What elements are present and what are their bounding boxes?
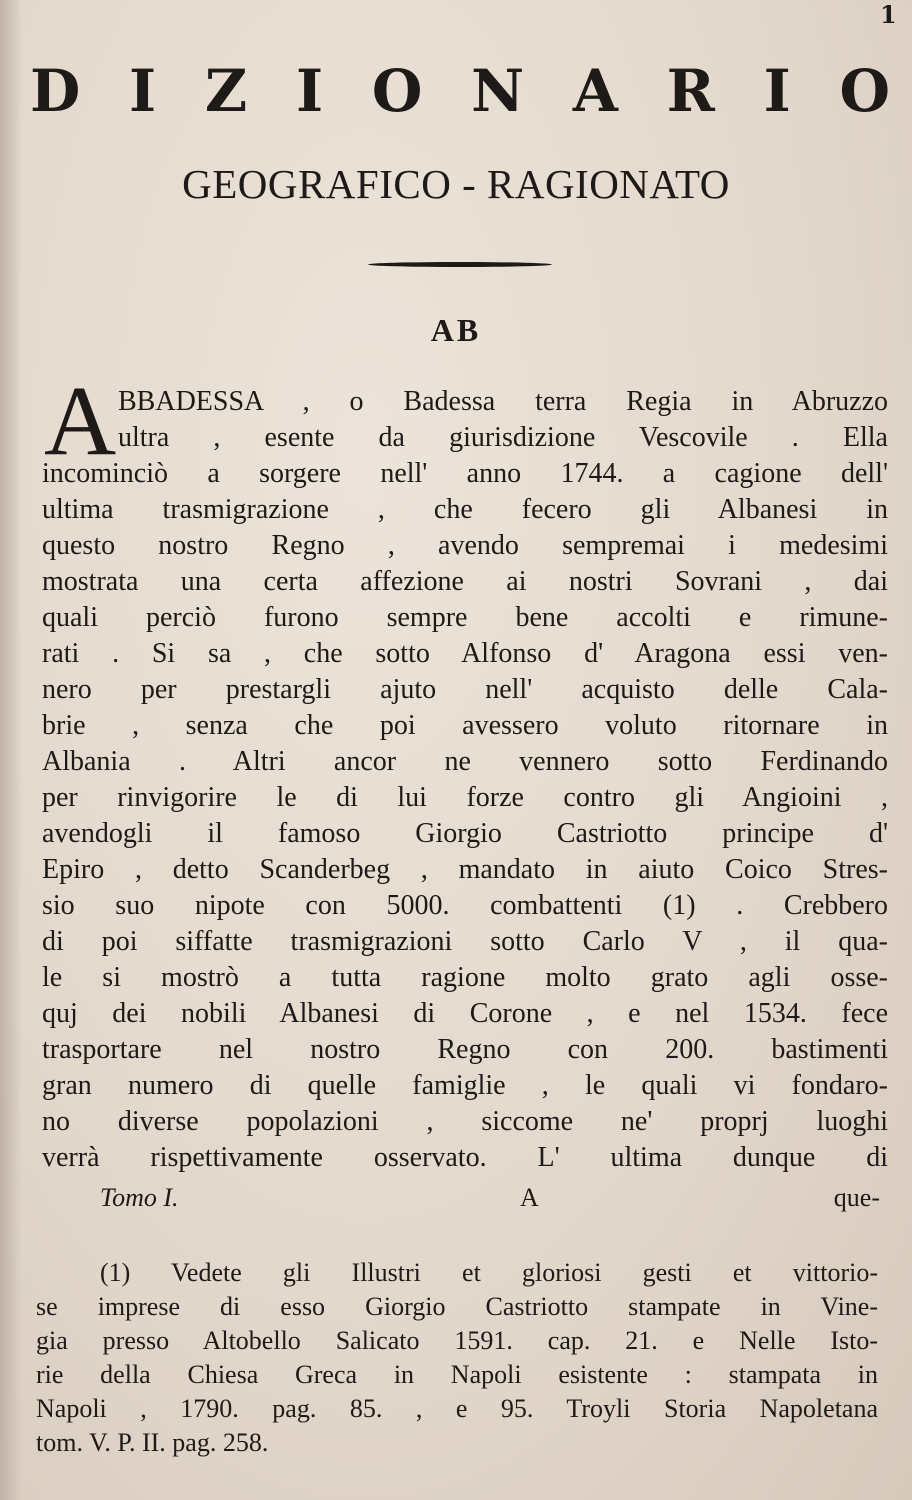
page-gutter-shadow bbox=[0, 0, 22, 1500]
footnote-line: rie della Chiesa Greca in Napoli esistente : stampata in bbox=[36, 1360, 878, 1389]
title-letter: R bbox=[666, 57, 715, 125]
title-letter: N bbox=[471, 57, 525, 125]
title-letter: A bbox=[572, 57, 618, 125]
footnote-line: (1) Vedete gli Illustri et gloriosi gesti et vittorio- bbox=[100, 1258, 878, 1287]
body-line: incominciò a sorgere nell' anno 1744. a cagione dell' bbox=[42, 458, 888, 489]
title-rule-divider bbox=[368, 262, 552, 267]
footnote-line: tom. V. P. II. pag. 258. bbox=[36, 1428, 269, 1457]
footnote-line: Napoli , 1790. pag. 85. , e 95. Troyli Storia Napoletana bbox=[36, 1394, 878, 1423]
body-line: trasportare nel nostro Regno con 200. bastimenti bbox=[42, 1034, 888, 1065]
section-heading: AB bbox=[430, 312, 482, 348]
title-letter: I bbox=[763, 57, 791, 125]
body-line: Epiro , detto Scanderbeg , mandato in aiuto Coico Stres- bbox=[42, 854, 888, 885]
body-line: di poi siffatte trasmigrazioni sotto Carlo V , il qua- bbox=[42, 926, 888, 957]
body-line: verrà rispettivamente osservato. L' ultima dunque di bbox=[42, 1142, 888, 1173]
page-subtitle: GEOGRAFICO - RAGIONATO bbox=[182, 161, 730, 207]
body-line: quali perciò furono sempre bene accolti e rimune- bbox=[42, 602, 888, 633]
title-letter: O bbox=[839, 57, 890, 125]
signature-mark: A bbox=[520, 1183, 539, 1212]
body-line: gran numero di quelle famiglie , le quali vi fondaro- bbox=[42, 1070, 888, 1101]
body-line: BBADESSA , o Badessa terra Regia in Abruzzo bbox=[118, 386, 888, 417]
title-letter: I bbox=[295, 57, 324, 125]
body-line: avendogli il famoso Giorgio Castriotto principe d' bbox=[42, 818, 888, 849]
title-letter: D bbox=[30, 57, 81, 125]
page-footer bbox=[100, 1180, 880, 1216]
body-line: no diverse popolazioni , siccome ne' proprj luoghi bbox=[42, 1106, 888, 1137]
body-line: le si mostrò a tutta ragione molto grato agli osse- bbox=[42, 962, 888, 993]
title-letter: Z bbox=[204, 57, 248, 125]
title-letter: O bbox=[371, 57, 423, 125]
footnote-line: gia presso Altobello Salicato 1591. cap. 21. e Nelle Isto- bbox=[36, 1326, 878, 1355]
body-line: sio suo nipote con 5000. combattenti (1) . Crebbero bbox=[42, 890, 888, 921]
body-line: Albania . Altri ancor ne vennero sotto Ferdinando bbox=[42, 746, 888, 777]
drop-cap: A bbox=[44, 365, 117, 476]
body-line: rati . Si sa , che sotto Alfonso d' Aragona essi ven- bbox=[42, 638, 888, 669]
footnote-line: se imprese di esso Giorgio Castriotto stampate in Vine- bbox=[36, 1292, 878, 1321]
body-line: mostrata una certa affezione ai nostri Sovrani , dai bbox=[42, 566, 888, 597]
page-title bbox=[30, 52, 890, 130]
title-letter: I bbox=[129, 57, 157, 125]
catchword: que- bbox=[833, 1183, 880, 1212]
body-line: brie , senza che poi avessero voluto ritornare in bbox=[42, 710, 888, 741]
body-line: ultra , esente da giurisdizione Vescovile . Ella bbox=[118, 422, 888, 453]
body-line: ultima trasmigrazione , che fecero gli Albanesi in bbox=[42, 494, 888, 525]
body-line: per rinvigorire le di lui forze contro gli Angioini , bbox=[42, 782, 888, 813]
body-line: nero per prestargli ajuto nell' acquisto delle Cala- bbox=[42, 674, 888, 705]
body-line: quj dei nobili Albanesi di Corone , e nel 1534. fece bbox=[42, 998, 888, 1029]
page-number: 1 bbox=[880, 0, 897, 29]
volume-label: Tomo I. bbox=[100, 1183, 179, 1212]
body-line: questo nostro Regno , avendo sempremai i medesimi bbox=[42, 530, 888, 561]
